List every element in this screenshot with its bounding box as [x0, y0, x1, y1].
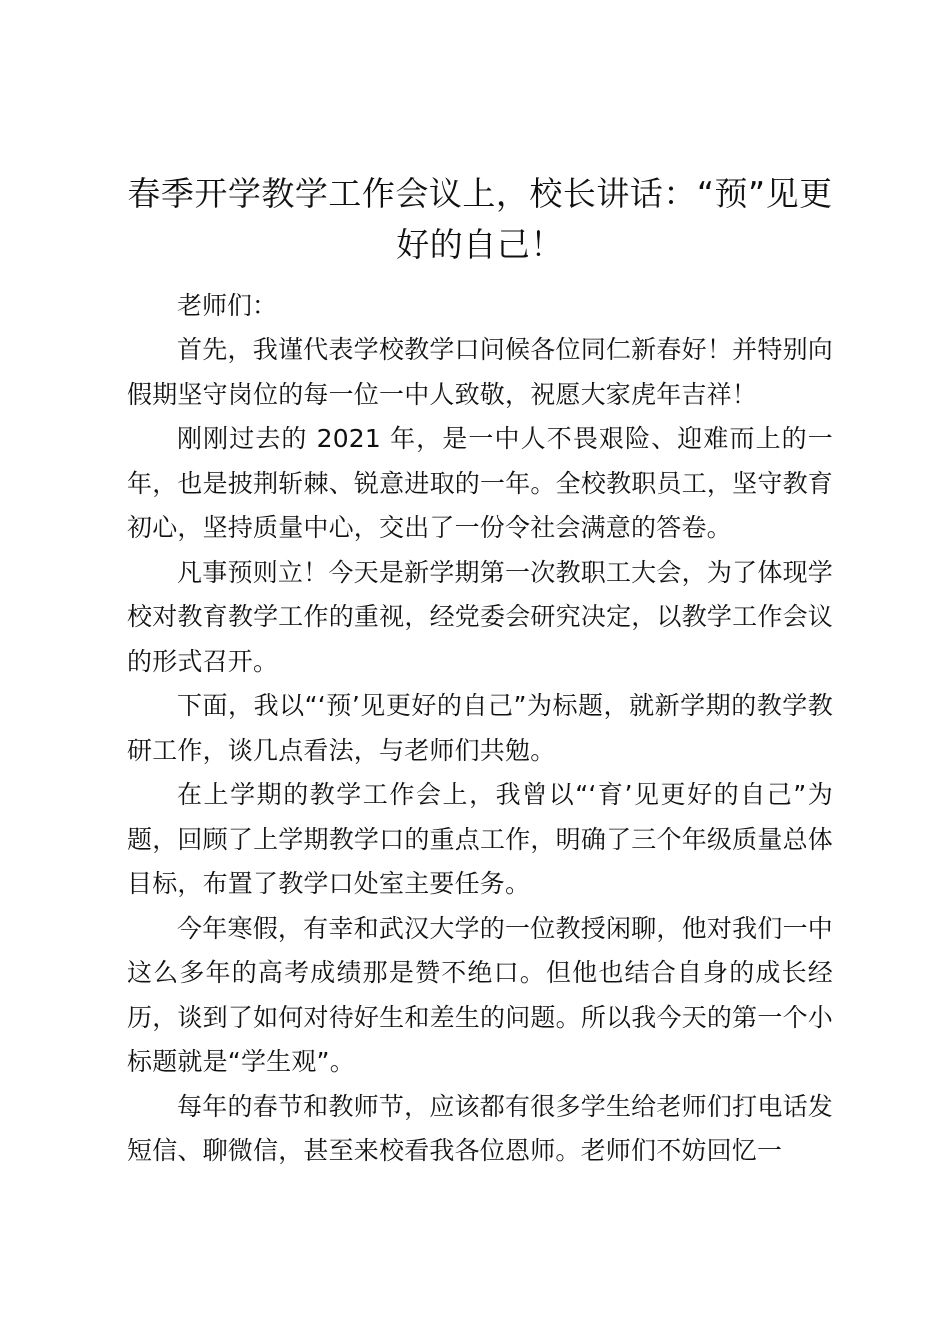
paragraph-6: 今年寒假，有幸和武汉大学的一位教授闲聊，他对我们一中这么多年的高考成绩那是赞不绝口。但他也结合自身的成长经历，谈到了如何对待好生和差生的问题。所以我今天的第一个小标题就是“学生观”。 — [127, 913, 833, 1076]
paragraph-4: 下面，我以“‘预’见更好的自己”为标题，就新学期的教学教研工作，谈几点看法，与老师们共勉。 — [127, 691, 833, 765]
document-body — [127, 168, 833, 1174]
paragraph-1: 首先，我谨代表学校教学口问候各位同仁新春好！并特别向假期坚守岗位的每一位一中人致敬，祝愿大家虎年吉祥！ — [127, 335, 833, 409]
paragraph-2: 刚刚过去的 2021 年，是一中人不畏艰险、迎难而上的一年，也是披荆斩棘、锐意进取的一年。全校教职员工，坚守教育初心，坚持质量中心，交出了一份令社会满意的答卷。 — [127, 424, 833, 542]
paragraph-3: 凡事预则立！今天是新学期第一次教职工大会，为了体现学校对教育教学工作的重视，经党委会研究决定，以教学工作会议的形式召开。 — [127, 557, 833, 676]
paragraph-7: 每年的春节和教师节，应该都有很多学生给老师们打电话发短信、聊微信，甚至来校看我各位恩师。老师们不妨回忆一 — [127, 1091, 833, 1165]
document-title: 春季开学教学工作会议上，校长讲话：“预”见更好的自己！ — [127, 174, 833, 264]
salutation: 老师们： — [177, 291, 278, 320]
paragraph-5: 在上学期的教学工作会上，我曾以“‘育’见更好的自己”为题，回顾了上学期教学口的重点工作，明确了三个年级质量总体目标，布置了教学口处室主要任务。 — [127, 780, 833, 898]
